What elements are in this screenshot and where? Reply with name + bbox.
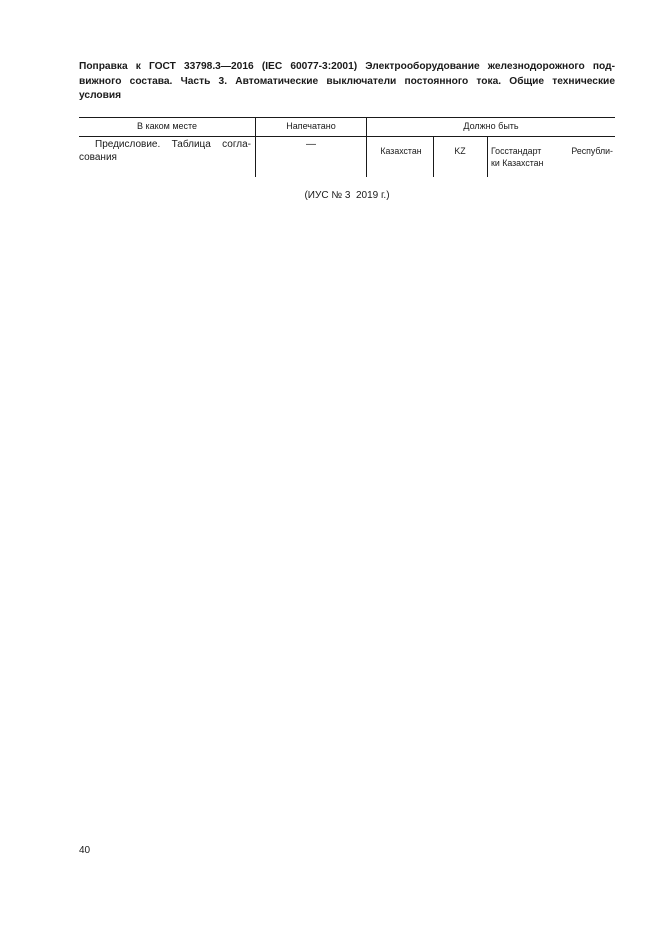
- amendment-table: [79, 117, 615, 177]
- amendment-title: [79, 60, 615, 104]
- amendment-title-line-3: условия: [79, 90, 122, 101]
- amendment-title-line-1: Поправка к ГОСТ 33798.3—2016 (IEC 60077-3:2001) Электрооборудование железнодорожного под-: [79, 61, 615, 72]
- source-reference: (ИУС № 3 2019 г.): [304, 190, 390, 201]
- cell-printed: —: [306, 139, 316, 150]
- cell-country: Казахстан: [380, 146, 422, 156]
- header-should-be: Должно быть: [463, 121, 519, 131]
- amendment-title-line-2: вижного состава. Часть 3. Автоматические выключатели постоянного тока. Общие технические: [79, 75, 615, 87]
- page-number: 40: [79, 845, 91, 856]
- column-divider-country: [433, 136, 434, 177]
- cell-place-line-2: сования: [79, 152, 117, 163]
- header-place: В каком месте: [136, 121, 198, 131]
- table-header-rule: [79, 136, 615, 137]
- column-divider-code: [487, 136, 488, 177]
- cell-place: [79, 138, 251, 164]
- cell-organization: [491, 146, 613, 169]
- cell-place-line-1: Предисловие. Таблица согла-: [95, 139, 251, 150]
- cell-organization-line-2: ки Казахстан: [491, 157, 544, 168]
- cell-organization-line-1: Госстандарт Республи-: [491, 146, 613, 156]
- cell-code: KZ: [454, 146, 466, 156]
- header-printed: Напечатано: [286, 121, 336, 131]
